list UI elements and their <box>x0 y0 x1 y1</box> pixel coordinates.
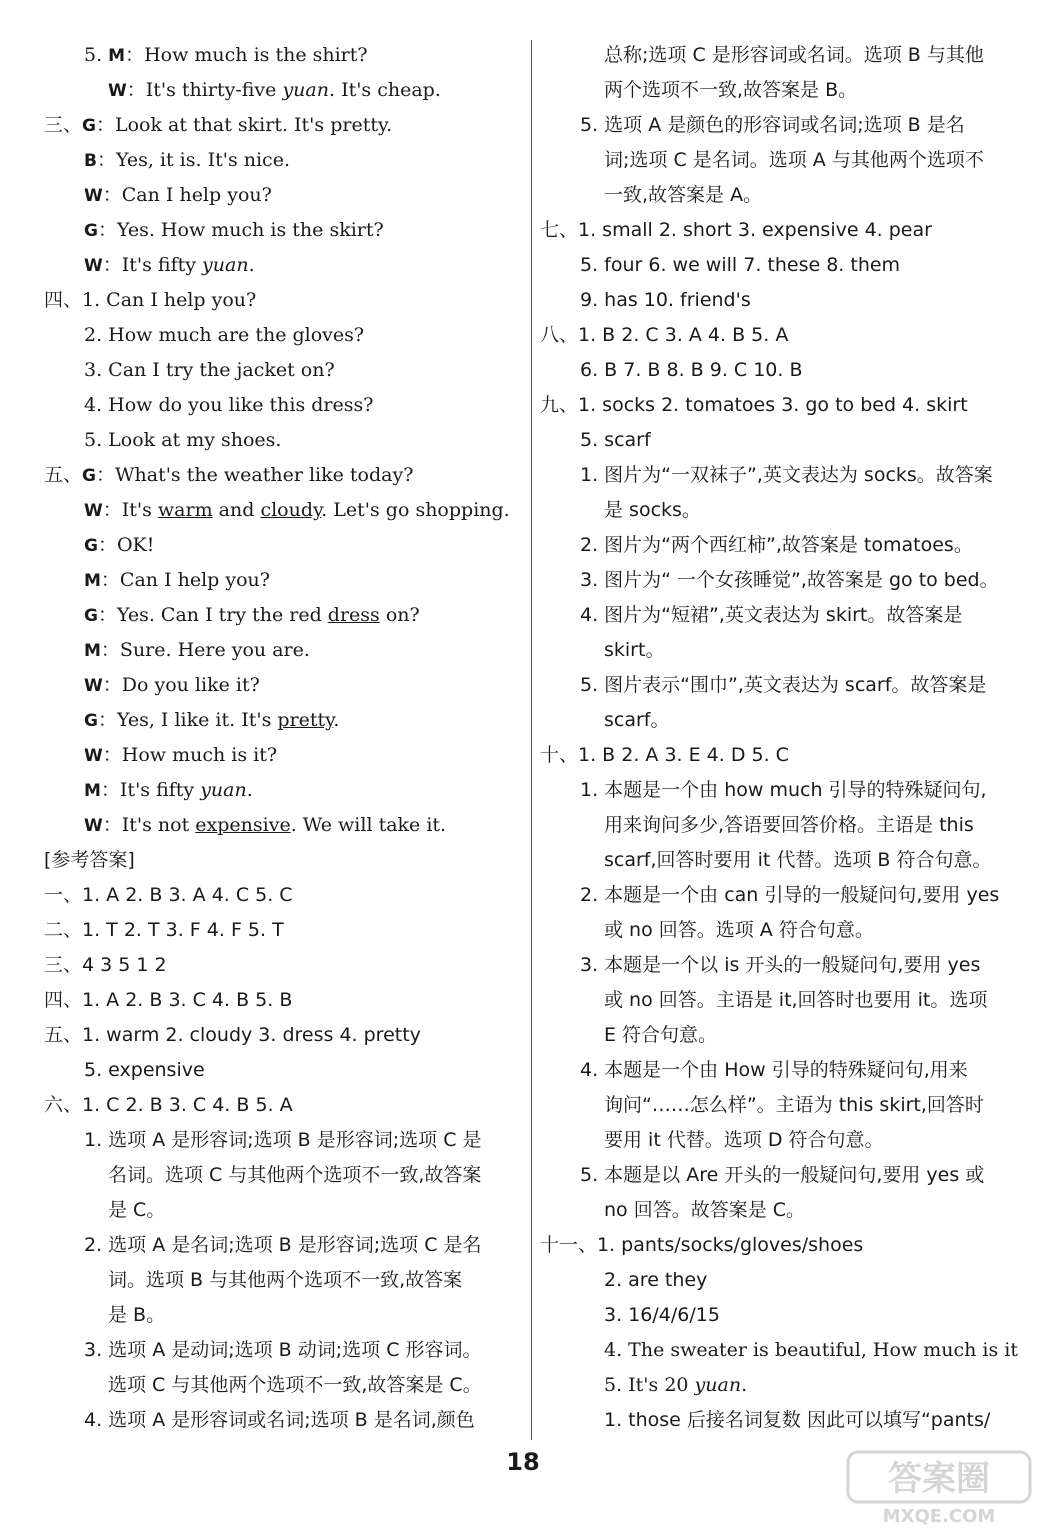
dialogue-line: W：It's fifty yuan. <box>84 254 255 276</box>
answer-line: 四、1. A 2. B 3. C 4. B 5. B <box>44 989 293 1011</box>
explanation-line: 两个选项不一致,故答案是 B。 <box>604 79 858 101</box>
dialogue-line: W：Do you like it? <box>84 674 260 696</box>
explanation-line: 1. 图片为“一双袜子”,英文表达为 socks。故答案 <box>580 464 993 486</box>
explanation-line: 5. 选项 A 是颜色的形容词或名词;选项 B 是名 <box>580 114 965 136</box>
explanation-line: 一致,故答案是 A。 <box>604 184 763 206</box>
sentence-line: 4. How do you like this dress? <box>84 394 374 416</box>
answer-line: 6. B 7. B 8. B 9. C 10. B <box>580 359 803 381</box>
column-divider <box>531 40 532 1440</box>
answer-line: 9. has 10. friend's <box>580 289 751 311</box>
explanation-line: 用来询问多少,答语要回答价格。主语是 this <box>604 814 974 836</box>
explanation-line: skirt。 <box>604 639 665 661</box>
explanation-line: 2. 本题是一个由 can 引导的一般疑问句,要用 yes <box>580 884 1000 906</box>
answer-line: 5. scarf <box>580 429 651 451</box>
explanation-line: 1. 选项 A 是形容词;选项 B 是形容词;选项 C 是 <box>84 1129 482 1151</box>
explanation-line: 5. 本题是以 Are 开头的一般疑问句,要用 yes 或 <box>580 1164 985 1186</box>
explanation-line: 是 C。 <box>108 1199 166 1221</box>
explanation-line: 3. 本题是一个以 is 开头的一般疑问句,要用 yes <box>580 954 981 976</box>
explanation-line: 词;选项 C 是名词。选项 A 与其他两个选项不 <box>604 149 984 171</box>
explanation-line: 4. 选项 A 是形容词或名词;选项 B 是名词,颜色 <box>84 1409 475 1431</box>
explanation-line: 3. 选项 A 是动词;选项 B 动词;选项 C 形容词。 <box>84 1339 482 1361</box>
explanation-line: E 符合句意。 <box>604 1024 718 1046</box>
explanation-line: 4. 本题是一个由 How 引导的特殊疑问句,用来 <box>580 1059 968 1081</box>
explanation-line: 询问“……怎么样”。主语为 this skirt,回答时 <box>604 1094 984 1116</box>
dialogue-line: G：Yes, I like it. It's pretty. <box>84 709 340 731</box>
explanation-line: 1. those 后接名词复数 因此可以填写“pants/ <box>604 1409 991 1431</box>
explanation-line: 1. 本题是一个由 how much 引导的特殊疑问句, <box>580 779 987 801</box>
dialogue-line: W：How much is it? <box>84 744 278 766</box>
dialogue-line: W：It's warm and cloudy. Let's go shopping. <box>84 499 510 521</box>
explanation-line: 选项 C 与其他两个选项不一致,故答案是 C。 <box>108 1374 482 1396</box>
left-column <box>44 38 524 1438</box>
dialogue-line: M：It's fifty yuan. <box>84 779 253 801</box>
explanation-line: 4. 图片为“短裙”,英文表达为 skirt。故答案是 <box>580 604 963 626</box>
watermark-logo <box>844 1448 1034 1528</box>
explanation-line: 5. 图片表示“围巾”,英文表达为 scarf。故答案是 <box>580 674 987 696</box>
right-column <box>540 38 1020 1438</box>
dialogue-line: G：Yes. How much is the skirt? <box>84 219 384 241</box>
dialogue-line: G：OK! <box>84 534 155 556</box>
dialogue-line: W：It's not expensive. We will take it. <box>84 814 447 836</box>
dialogue-line: W：Can I help you? <box>84 184 272 206</box>
dialogue-line: 三、G：Look at that skirt. It's pretty. <box>44 114 393 136</box>
answer-line: 5. expensive <box>84 1059 205 1081</box>
dialogue-line: W：It's thirty-five yuan. It's cheap. <box>108 79 441 101</box>
explanation-line: 词。选项 B 与其他两个选项不一致,故答案 <box>108 1269 463 1291</box>
explanation-line: scarf,回答时要用 it 代替。选项 B 符合句意。 <box>604 849 992 871</box>
explanation-line: 3. 图片为“ 一个女孩睡觉”,故答案是 go to bed。 <box>580 569 999 591</box>
section-heading: [参考答案] <box>44 849 135 871</box>
answer-line: 九、1. socks 2. tomatoes 3. go to bed 4. skirt <box>540 394 968 416</box>
dialogue-line: G：Yes. Can I try the red dress on? <box>84 604 420 626</box>
explanation-line: 2. 选项 A 是名词;选项 B 是形容词;选项 C 是名 <box>84 1234 482 1256</box>
explanation-line: no 回答。故答案是 C。 <box>604 1199 806 1221</box>
dialogue-line: B：Yes, it is. It's nice. <box>84 149 290 171</box>
answer-line: 二、1. T 2. T 3. F 4. F 5. T <box>44 919 284 941</box>
dialogue-line: 五、G：What's the weather like today? <box>44 464 414 486</box>
answer-line: 2. are they <box>604 1269 708 1291</box>
answer-line: 4. The sweater is beautiful, How much is it <box>604 1339 1018 1361</box>
explanation-line: 或 no 回答。选项 A 符合句意。 <box>604 919 874 941</box>
explanation-line: 是 B。 <box>108 1304 166 1326</box>
dialogue-line: 5. M：How much is the shirt? <box>84 44 368 66</box>
sentence-line: 3. Can I try the jacket on? <box>84 359 335 381</box>
dialogue-line: M：Can I help you? <box>84 569 270 591</box>
answer-line: 七、1. small 2. short 3. expensive 4. pear <box>540 219 932 241</box>
explanation-line: 是 socks。 <box>604 499 701 521</box>
page-number: 18 <box>506 1448 540 1476</box>
explanation-line: 要用 it 代替。选项 D 符合句意。 <box>604 1129 884 1151</box>
dialogue-line: M：Sure. Here you are. <box>84 639 310 661</box>
answer-line: 十、1. B 2. A 3. E 4. D 5. C <box>540 744 789 766</box>
answer-line: 3. 16/4/6/15 <box>604 1304 720 1326</box>
answer-line: 十一、1. pants/socks/gloves/shoes <box>540 1234 864 1256</box>
explanation-line: 总称;选项 C 是形容词或名词。选项 B 与其他 <box>604 44 984 66</box>
explanation-line: 名词。选项 C 与其他两个选项不一致,故答案 <box>108 1164 482 1186</box>
sentence-line: 5. Look at my shoes. <box>84 429 282 451</box>
answer-line: 5. four 6. we will 7. these 8. them <box>580 254 901 276</box>
answer-line: 八、1. B 2. C 3. A 4. B 5. A <box>540 324 789 346</box>
sentence-line: 2. How much are the gloves? <box>84 324 365 346</box>
sentence-line: 四、1. Can I help you? <box>44 289 257 311</box>
answer-line: 三、4 3 5 1 2 <box>44 954 167 976</box>
watermark-text: 答案圈 <box>888 1459 990 1499</box>
explanation-line: scarf。 <box>604 709 670 731</box>
explanation-line: 或 no 回答。主语是 it,回答时也要用 it。选项 <box>604 989 988 1011</box>
answer-line: 五、1. warm 2. cloudy 3. dress 4. pretty <box>44 1024 421 1046</box>
explanation-line: 2. 图片为“两个西红柿”,故答案是 tomatoes。 <box>580 534 973 556</box>
watermark-site: MXQE.COM <box>882 1506 996 1527</box>
answer-line: 一、1. A 2. B 3. A 4. C 5. C <box>44 884 293 906</box>
answer-line: 六、1. C 2. B 3. C 4. B 5. A <box>44 1094 293 1116</box>
answer-line: 5. It's 20 yuan. <box>604 1374 748 1396</box>
